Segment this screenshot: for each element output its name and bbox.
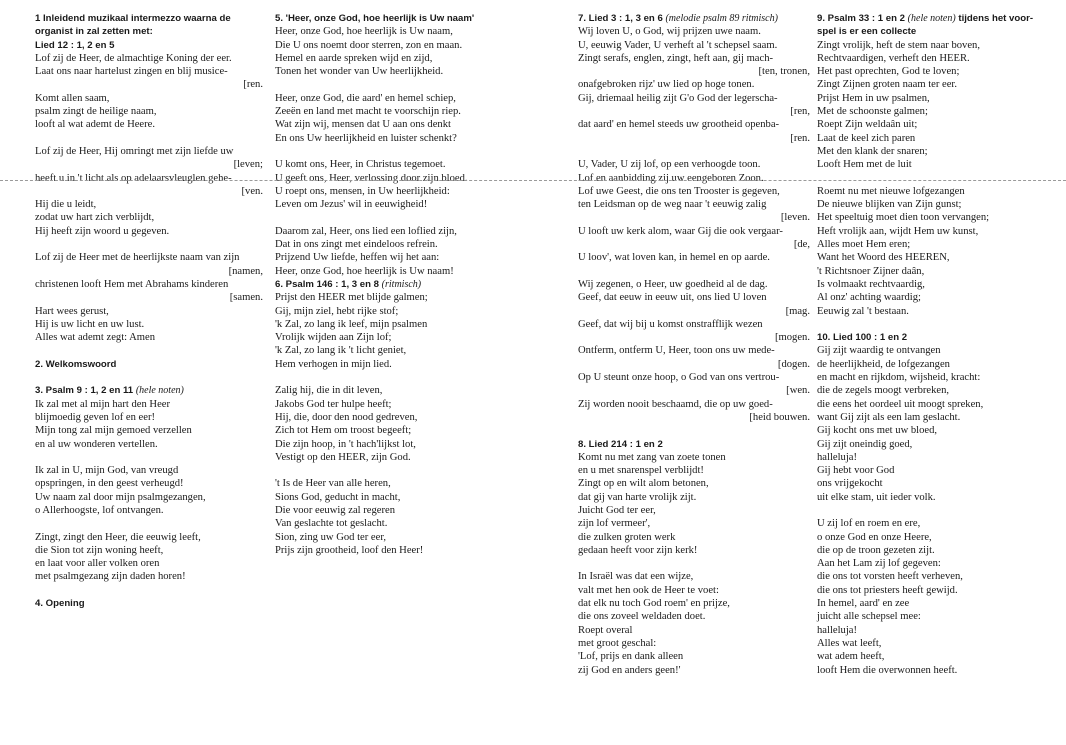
stanza-gap bbox=[578, 265, 810, 278]
verse-line: Zingt vrolijk, heft de stem naar boven, bbox=[817, 39, 980, 51]
verse-line: Wij zegenen, o Heer, uw goedheid al de dag. bbox=[578, 278, 768, 290]
stanza-gap bbox=[578, 145, 810, 158]
stanza-gap bbox=[578, 424, 810, 437]
verse-line: blijmoedig geven lof en eer! bbox=[35, 411, 156, 423]
verse-line: de heerlijkheid, de lofgezangen bbox=[817, 358, 950, 370]
section-heading bbox=[35, 12, 263, 25]
verse-line: Looft Hem met de luit bbox=[817, 159, 912, 171]
verse-line: Hij, die, door den nood gedreven, bbox=[275, 411, 418, 423]
verse-line: dat aard' en hemel steeds uw grootheid openba- bbox=[578, 119, 780, 131]
verse-line: Mijn tong zal mijn gemoed verzellen bbox=[35, 425, 192, 437]
verse-line: Met den klank der snaren; bbox=[817, 145, 928, 157]
verse-line: Roept overal bbox=[578, 624, 633, 636]
verse-line: Met de schoonste galmen; bbox=[817, 106, 928, 118]
verse-line-continuation: [de, bbox=[793, 239, 810, 251]
verse-line-continuation: [namen, bbox=[228, 265, 263, 277]
verse-line: Ik zal in U, mijn God, van vreugd bbox=[35, 465, 179, 477]
heading-text: 5. 'Heer, onze God, hoe heerlijk is Uw naam' bbox=[275, 13, 475, 24]
verse-line: Wat zijn wij, mensen dat U aan ons denkt bbox=[275, 119, 451, 131]
verse-line: U, Vader, U zij lof, op een verhoogde toon. bbox=[578, 159, 761, 171]
verse-line: heeft u in 't licht als op adelaarsvleuglen gehe- bbox=[35, 172, 232, 184]
stanza-gap bbox=[35, 517, 263, 530]
verse-line: Al onz' achting waardig; bbox=[817, 292, 921, 304]
heading-note: (hele noten) bbox=[907, 13, 956, 24]
verse-line-continuation: [mag. bbox=[785, 305, 810, 317]
verse-line: Op U steunt onze hoop, o God van ons vertrou- bbox=[578, 372, 780, 384]
verse-line: Sions God, geducht in macht, bbox=[275, 491, 401, 503]
verse-line: Roemt nu met nieuwe lofgezangen bbox=[817, 185, 965, 197]
verse-line: Het speeltuig moet dien toon vervangen; bbox=[817, 212, 990, 224]
verse-line: met psalmgezang zijn daden horen! bbox=[35, 571, 186, 583]
verse-line: halleluja! bbox=[817, 451, 858, 463]
verse-line: Zingt, zingt den Heer, die eeuwig leeft, bbox=[35, 531, 201, 543]
verse-line: Jakobs God ter hulpe heeft; bbox=[275, 398, 392, 410]
verse-line: valt met hen ook de Heer te voet: bbox=[578, 584, 719, 596]
stanza-gap bbox=[275, 371, 505, 384]
verse-line: gedaan heeft voor zijn kerk! bbox=[578, 544, 698, 556]
verse-line: Vestigt op den HEER, zijn God. bbox=[275, 451, 411, 463]
verse-line: Zalig hij, die in dit leven, bbox=[275, 385, 383, 397]
verse-line-continuation: [heid bouwen. bbox=[749, 411, 810, 423]
verse-line: looft al wat ademt de Heere. bbox=[35, 119, 156, 131]
stanza-gap bbox=[35, 451, 263, 464]
section-heading bbox=[578, 12, 810, 25]
stanza-gap bbox=[35, 344, 263, 357]
heading-text: 10. Lied 100 : 1 en 2 bbox=[817, 332, 908, 344]
heading-note: (hele noten) bbox=[135, 385, 184, 397]
stanza-gap bbox=[817, 504, 1047, 517]
section-heading bbox=[275, 278, 505, 291]
verse-line: met groot geschal: bbox=[578, 637, 657, 649]
verse-line: dat elk nu toch God roem' en prijze, bbox=[578, 598, 730, 610]
verse-line: onafgebroken rijz' uw lied op hoge tonen. bbox=[578, 79, 755, 91]
verse-line: U komt ons, Heer, in Christus tegemoet. bbox=[275, 159, 446, 171]
stanza-gap bbox=[275, 211, 505, 224]
verse-line: Zich tot Hem om troost begeeft; bbox=[275, 425, 412, 437]
verse-line: Leven om Jezus' wil in eeuwigheid! bbox=[275, 199, 428, 211]
heading-text: 8. Lied 214 : 1 en 2 bbox=[578, 438, 663, 450]
verse-line: Dat in ons zingt met eindeloos refrein. bbox=[275, 239, 438, 251]
section-heading bbox=[275, 12, 505, 25]
verse-line: Alles wat leeft, bbox=[817, 637, 882, 649]
verse-line: en laat voor aller volken oren bbox=[35, 558, 160, 570]
heading-note: (ritmisch) bbox=[381, 278, 422, 290]
verse-line: die op de troon gezeten zijt. bbox=[817, 544, 935, 556]
verse-line: Heft vrolijk aan, wijdt Hem uw kunst, bbox=[817, 225, 979, 237]
verse-line: Hij is uw licht en uw lust. bbox=[35, 318, 145, 330]
verse-line: Daarom zal, Heer, ons lied een loflied zijn, bbox=[275, 225, 457, 237]
section-heading bbox=[578, 438, 810, 451]
verse-line: die de zegels moogt verbreken, bbox=[817, 385, 950, 397]
heading-text: 3. Psalm 9 : 1, 2 en 11 bbox=[35, 385, 134, 397]
heading-text: organist in zal zetten met: bbox=[35, 26, 153, 38]
verse-line: Rechtvaardigen, verheft den HEER. bbox=[817, 52, 970, 64]
verse-line: dat gij van harte vrolijk zijt. bbox=[578, 491, 697, 503]
verse-line: U roept ons, mensen, in Uw heerlijkheid: bbox=[275, 185, 450, 197]
verse-line: die zulken groten werk bbox=[578, 531, 676, 543]
verse-line: christenen looft Hem met Abrahams kinderen bbox=[35, 278, 229, 290]
verse-line: Heer, onze God, die aard' en hemel schiep, bbox=[275, 92, 456, 104]
verse-line: Lof zij de Heer, de almachtige Koning der eer. bbox=[35, 52, 232, 64]
section-heading bbox=[817, 12, 1047, 25]
verse-line-continuation: [ren. bbox=[790, 132, 810, 144]
stanza-gap bbox=[35, 238, 263, 251]
verse-line: Gij zijt waardig te ontvangen bbox=[817, 345, 941, 357]
verse-line: Lof en aanbidding zij uw eengeboren Zoon. bbox=[578, 172, 764, 184]
fold-line bbox=[0, 180, 1066, 181]
section-heading bbox=[35, 25, 263, 38]
verse-line: Lof uwe Geest, die ons ten Trooster is gegeven, bbox=[578, 185, 780, 197]
verse-line-continuation: [leven. bbox=[780, 212, 810, 224]
verse-line: Ik zal met al mijn hart den Heer bbox=[35, 398, 171, 410]
verse-line: Is volmaakt rechtvaardig, bbox=[817, 278, 925, 290]
section-heading bbox=[817, 331, 1047, 344]
stanza-gap bbox=[35, 132, 263, 145]
verse-line: ons vrijgekocht bbox=[817, 478, 883, 490]
verse-line: die ons tot priesters heeft gewijd. bbox=[817, 584, 958, 596]
verse-line: Geef, dat wij bij u komst onstrafflijk wezen bbox=[578, 318, 763, 330]
stanza-gap bbox=[275, 464, 505, 477]
verse-line-continuation: [ren, bbox=[790, 106, 810, 118]
verse-line: Want het Woord des HEEREN, bbox=[817, 252, 950, 264]
verse-line: Vrolijk wijden aan Zijn lof; bbox=[275, 332, 392, 344]
verse-line: Gij, driemaal heilig zijt G'o God der legerscha- bbox=[578, 92, 778, 104]
verse-line: Hemel en aarde spreken wijd en zijd, bbox=[275, 52, 433, 64]
verse-line: Heer, onze God, hoe heerlijk is Uw naam! bbox=[275, 265, 454, 277]
heading-text: spel is er een collecte bbox=[817, 26, 917, 38]
verse-line-continuation: [dogen. bbox=[777, 358, 810, 370]
heading-text: 2. Welkomswoord bbox=[35, 358, 117, 370]
verse-line: 't Is de Heer van alle heren, bbox=[275, 478, 391, 490]
verse-line: Zingt serafs, englen, zingt, heft aan, gij mach- bbox=[578, 52, 774, 64]
verse-line: Die U ons noemt door sterren, zon en maan. bbox=[275, 39, 463, 51]
column-4 bbox=[817, 12, 1047, 677]
verse-line: Heer, onze God, hoe heerlijk is Uw naam, bbox=[275, 26, 453, 38]
verse-line: Laat de keel zich paren bbox=[817, 132, 916, 144]
verse-line: Sion, zing uw God ter eer, bbox=[275, 531, 387, 543]
verse-line: 'k Zal, zo lang ik leef, mijn psalmen bbox=[275, 318, 428, 330]
verse-line: Die zijn hoop, in 't hach'lijkst lot, bbox=[275, 438, 416, 450]
verse-line: In Israël was dat een wijze, bbox=[578, 571, 694, 583]
verse-line: Zeeën en land met macht te voorschijn riep. bbox=[275, 106, 461, 118]
verse-line-continuation: [ren. bbox=[243, 79, 263, 91]
verse-line: en u met snarenspel verblijdt! bbox=[578, 465, 704, 477]
verse-line: Laat ons naar hartelust zingen en blij musice- bbox=[35, 66, 228, 78]
column-3 bbox=[578, 12, 810, 677]
verse-line: Alles wat ademt zegt: Amen bbox=[35, 332, 156, 344]
verse-line: Het past oprechten, God te loven; bbox=[817, 66, 960, 78]
verse-line: U, eeuwig Vader, U verheft al 't schepsel saam. bbox=[578, 39, 778, 51]
section-heading bbox=[35, 384, 263, 397]
verse-line: Ontferm, ontferm U, Heer, toon ons uw mede- bbox=[578, 345, 775, 357]
verse-line: zijn lof vermeer', bbox=[578, 518, 651, 530]
verse-line: want Gij zijt als een lam geslacht. bbox=[817, 411, 961, 423]
verse-line: Roept Zijn weldaân uit; bbox=[817, 119, 918, 131]
verse-line: o onze God en onze Heere, bbox=[817, 531, 932, 543]
verse-line: Geef, dat eeuw in eeuw uit, ons lied U loven bbox=[578, 292, 767, 304]
column-1 bbox=[35, 12, 263, 610]
section-heading bbox=[35, 358, 263, 371]
heading-text: 6. Psalm 146 : 1, 3 en 8 bbox=[275, 278, 379, 290]
verse-line: zodat uw hart zich verblijdt, bbox=[35, 212, 155, 224]
heading-text: 1 Inleidend muzikaal intermezzo waarna de bbox=[35, 13, 231, 24]
heading-text: 4. Opening bbox=[35, 598, 85, 610]
verse-line: juicht alle schepsel mee: bbox=[817, 611, 921, 623]
heading-text: 9. Psalm 33 : 1 en 2 bbox=[817, 13, 905, 24]
heading-text-cont: tijdens het voor- bbox=[958, 13, 1034, 24]
stanza-gap bbox=[35, 584, 263, 597]
stanza-gap bbox=[578, 557, 810, 570]
verse-line: 't Richtsnoer Zijner daân, bbox=[817, 265, 925, 277]
verse-line: U geeft ons, Heer, verlossing door zijn bloed. bbox=[275, 172, 468, 184]
verse-line: Komt nu met zang van zoete tonen bbox=[578, 451, 726, 463]
verse-line: Juicht God ter eer, bbox=[578, 504, 656, 516]
verse-line: U looft uw kerk alom, waar Gij die ook vergaar- bbox=[578, 225, 783, 237]
verse-line-continuation: [mogen. bbox=[774, 332, 810, 344]
verse-line-continuation: [wen. bbox=[786, 385, 810, 397]
verse-line: Prijs zijn grootheid, loof den Heer! bbox=[275, 544, 424, 556]
stanza-gap bbox=[275, 145, 505, 158]
verse-line: U loov', wat loven kan, in hemel en op aarde. bbox=[578, 252, 770, 264]
section-heading bbox=[35, 597, 263, 610]
verse-line: Prijzend Uw liefde, heffen wij het aan: bbox=[275, 252, 440, 264]
verse-line: Prijst den HEER met blijde galmen; bbox=[275, 292, 428, 304]
verse-line: Wij loven U, o God, wij prijzen uwe naam. bbox=[578, 26, 761, 38]
verse-line: Gij zijt oneindig goed, bbox=[817, 438, 913, 450]
verse-line: De nieuwe blijken van Zijn gunst; bbox=[817, 199, 962, 211]
section-heading bbox=[35, 39, 263, 52]
verse-line: Van geslachte tot geslacht. bbox=[275, 518, 388, 530]
verse-line: Hij die u leidt, bbox=[35, 199, 97, 211]
verse-line-continuation: [leven; bbox=[233, 159, 263, 171]
verse-line: Die voor eeuwig zal regeren bbox=[275, 504, 396, 516]
verse-line: die ons tot vorsten heeft verheven, bbox=[817, 571, 963, 583]
verse-line: 'Lof, prijs en dank alleen bbox=[578, 651, 684, 663]
verse-line: 'k Zal, zo lang ik 't licht geniet, bbox=[275, 345, 407, 357]
verse-line: ten Leidsman op de weg naar 't eeuwig zalig bbox=[578, 199, 767, 211]
verse-line: Alles moet Hem eren; bbox=[817, 239, 911, 251]
verse-line: Lof zij de Heer met de heerlijkste naam van zijn bbox=[35, 252, 240, 264]
verse-line: Hart wees gerust, bbox=[35, 305, 109, 317]
verse-line: Gij kocht ons met uw bloed, bbox=[817, 425, 938, 437]
heading-text: 7. Lied 3 : 1, 3 en 6 bbox=[578, 13, 663, 24]
verse-line: Zingt op en wilt alom betonen, bbox=[578, 478, 709, 490]
stanza-gap bbox=[817, 172, 1047, 185]
verse-line: looft Hem die overwonnen heeft. bbox=[817, 664, 958, 676]
verse-line-continuation: [samen. bbox=[229, 292, 263, 304]
verse-line: die eens het oordeel uit moogt spreken, bbox=[817, 398, 984, 410]
verse-line: Zij worden nooit beschaamd, die op uw goed- bbox=[578, 398, 773, 410]
verse-line: Aan het Lam zij lof gegeven: bbox=[817, 558, 941, 570]
verse-line: die ons zoveel weldaden doet. bbox=[578, 611, 706, 623]
verse-line: wat adem heeft, bbox=[817, 651, 885, 663]
stanza-gap bbox=[275, 78, 505, 91]
verse-line: Lof zij de Heer, Hij omringt met zijn liefde uw bbox=[35, 145, 234, 157]
verse-line: En ons Uw heerlijkheid en luister schenkt? bbox=[275, 132, 457, 144]
verse-line: Tonen het wonder van Uw heerlijkheid. bbox=[275, 66, 444, 78]
verse-line: zij God en anders geen!' bbox=[578, 664, 681, 676]
verse-line: Uw naam zal door mijn psalmgezangen, bbox=[35, 491, 206, 503]
verse-line: Komt allen saam, bbox=[35, 92, 110, 104]
verse-line: en al uw wonderen vertellen. bbox=[35, 438, 158, 450]
heading-text: Lied 12 : 1, 2 en 5 bbox=[35, 39, 115, 51]
stanza-gap bbox=[817, 318, 1047, 331]
verse-line: Prijst Hem in uw psalmen, bbox=[817, 92, 930, 104]
verse-line: Hem verhogen in mijn lied. bbox=[275, 358, 392, 370]
verse-line: opspringen, in den geest verheugd! bbox=[35, 478, 184, 490]
verse-line: psalm zingt de heilige naam, bbox=[35, 106, 157, 118]
verse-line: halleluja! bbox=[817, 624, 858, 636]
heading-note: (melodie psalm 89 ritmisch) bbox=[665, 13, 778, 24]
verse-line: Gij hebt voor God bbox=[817, 465, 895, 477]
stanza-gap bbox=[35, 371, 263, 384]
verse-line: die Sion tot zijn woning heeft, bbox=[35, 544, 164, 556]
verse-line: Zingt Zijnen groten naam ter eer. bbox=[817, 79, 958, 91]
verse-line: U zij lof en roem en ere, bbox=[817, 518, 921, 530]
verse-line-continuation: [ven. bbox=[241, 185, 263, 197]
verse-line-continuation: [ten, tronen, bbox=[758, 66, 810, 78]
verse-line: Eeuwig zal 't bestaan. bbox=[817, 305, 909, 317]
verse-line: Hij heeft zijn woord u gegeven. bbox=[35, 225, 170, 237]
verse-line: In hemel, aard' en zee bbox=[817, 598, 910, 610]
verse-line: en macht en rijkdom, wijsheid, kracht: bbox=[817, 372, 981, 384]
verse-line: o Allerhoogste, lof ontvangen. bbox=[35, 504, 164, 516]
verse-line: Gij, mijn ziel, hebt rijke stof; bbox=[275, 305, 399, 317]
verse-line: uit elke stam, uit ieder volk. bbox=[817, 491, 936, 503]
column-2 bbox=[275, 12, 505, 557]
section-heading bbox=[817, 25, 1047, 38]
